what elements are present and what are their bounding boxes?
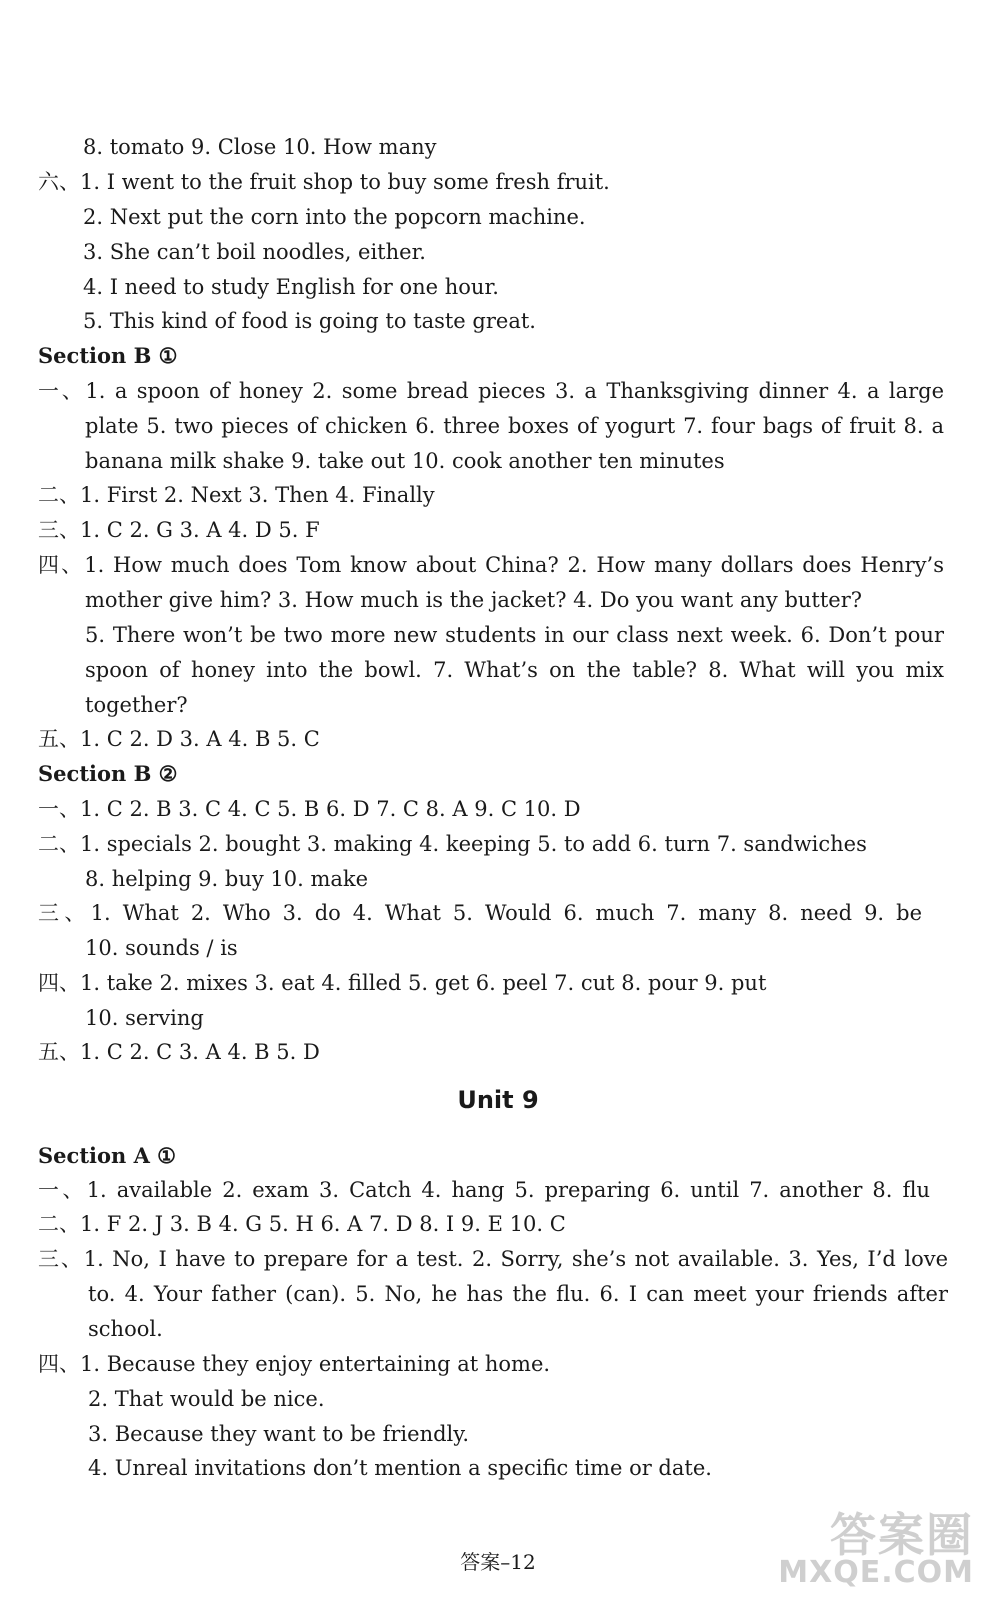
section-heading: Section A ① — [38, 1143, 177, 1168]
answer-line: 四、1. How much does Tom know about China? 2. How many dollars does Henry’s — [38, 553, 944, 577]
answer-line: 3. Because they want to be friendly. — [88, 1422, 470, 1446]
answer-line: 二、1. First 2. Next 3. Then 4. Finally — [38, 483, 435, 507]
answer-line: school. — [88, 1317, 163, 1341]
answer-line: 3. She can’t boil noodles, either. — [83, 240, 426, 264]
answer-line: 一、1. a spoon of honey 2. some bread pieces 3. a Thanksgiving dinner 4. a large — [38, 379, 944, 403]
answer-line: spoon of honey into the bowl. 7. What’s on the table? 8. What will you mix — [85, 658, 944, 682]
answer-line: 5. There won’t be two more new students in our class next week. 6. Don’t pour — [85, 623, 944, 647]
answer-line: 四、1. Because they enjoy entertaining at home. — [38, 1352, 551, 1376]
unit-title: Unit 9 — [457, 1086, 539, 1114]
answer-line: 8. tomato 9. Close 10. How many — [83, 135, 437, 159]
watermark-url: MXQE.COM — [778, 1555, 974, 1590]
answer-line: to. 4. Your father (can). 5. No, he has the flu. 6. I can meet your friends after — [88, 1282, 948, 1306]
answer-line: 五、1. C 2. C 3. A 4. B 5. D — [38, 1040, 320, 1064]
answer-line: 三、1. No, I have to prepare for a test. 2. Sorry, she’s not available. 3. Yes, I’d love — [38, 1247, 948, 1271]
answer-line: 四、1. take 2. mixes 3. eat 4. filled 5. get 6. peel 7. cut 8. pour 9. put — [38, 971, 767, 995]
answer-line: 三、1. What 2. Who 3. do 4. What 5. Would 6. much 7. many 8. need 9. be — [38, 901, 922, 925]
watermark-logo — [778, 1508, 974, 1590]
answer-line: banana milk shake 9. take out 10. cook another ten minutes — [85, 449, 725, 473]
answer-line: mother give him? 3. How much is the jacket? 4. Do you want any butter? — [85, 588, 863, 612]
answer-line: 8. helping 9. buy 10. make — [85, 867, 369, 891]
answer-line: 2. Next put the corn into the popcorn machine. — [83, 205, 586, 229]
answer-line: 10. sounds / is — [85, 936, 238, 960]
answer-line: 六、1. I went to the fruit shop to buy some fresh fruit. — [38, 170, 610, 194]
answer-line: 三、1. C 2. G 3. A 4. D 5. F — [38, 518, 320, 542]
answer-line: 2. That would be nice. — [88, 1387, 325, 1411]
answer-line: 4. Unreal invitations don’t mention a specific time or date. — [88, 1456, 712, 1480]
section-heading: Section B ① — [38, 343, 178, 368]
answer-line: 一、1. C 2. B 3. C 4. C 5. B 6. D 7. C 8. A 9. C 10. D — [38, 797, 581, 821]
page-number: 答案–12 — [460, 1550, 536, 1574]
answer-line: 二、1. F 2. J 3. B 4. G 5. H 6. A 7. D 8. I 9. E 10. C — [38, 1212, 566, 1236]
section-heading: Section B ② — [38, 761, 178, 786]
watermark-text: 答案圈 — [830, 1508, 974, 1562]
answer-line: 二、1. specials 2. bought 3. making 4. keeping 5. to add 6. turn 7. sandwiches — [38, 832, 867, 856]
answer-line: plate 5. two pieces of chicken 6. three boxes of yogurt 7. four bags of fruit 8. a — [85, 414, 944, 438]
answer-line: together? — [85, 693, 188, 717]
answer-line: 一、1. available 2. exam 3. Catch 4. hang 5. preparing 6. until 7. another 8. flu — [38, 1178, 930, 1202]
answer-line: 10. serving — [85, 1006, 204, 1030]
answer-line: 五、1. C 2. D 3. A 4. B 5. C — [38, 727, 320, 751]
answer-line: 4. I need to study English for one hour. — [83, 275, 499, 299]
answer-line: 5. This kind of food is going to taste great. — [83, 309, 536, 333]
